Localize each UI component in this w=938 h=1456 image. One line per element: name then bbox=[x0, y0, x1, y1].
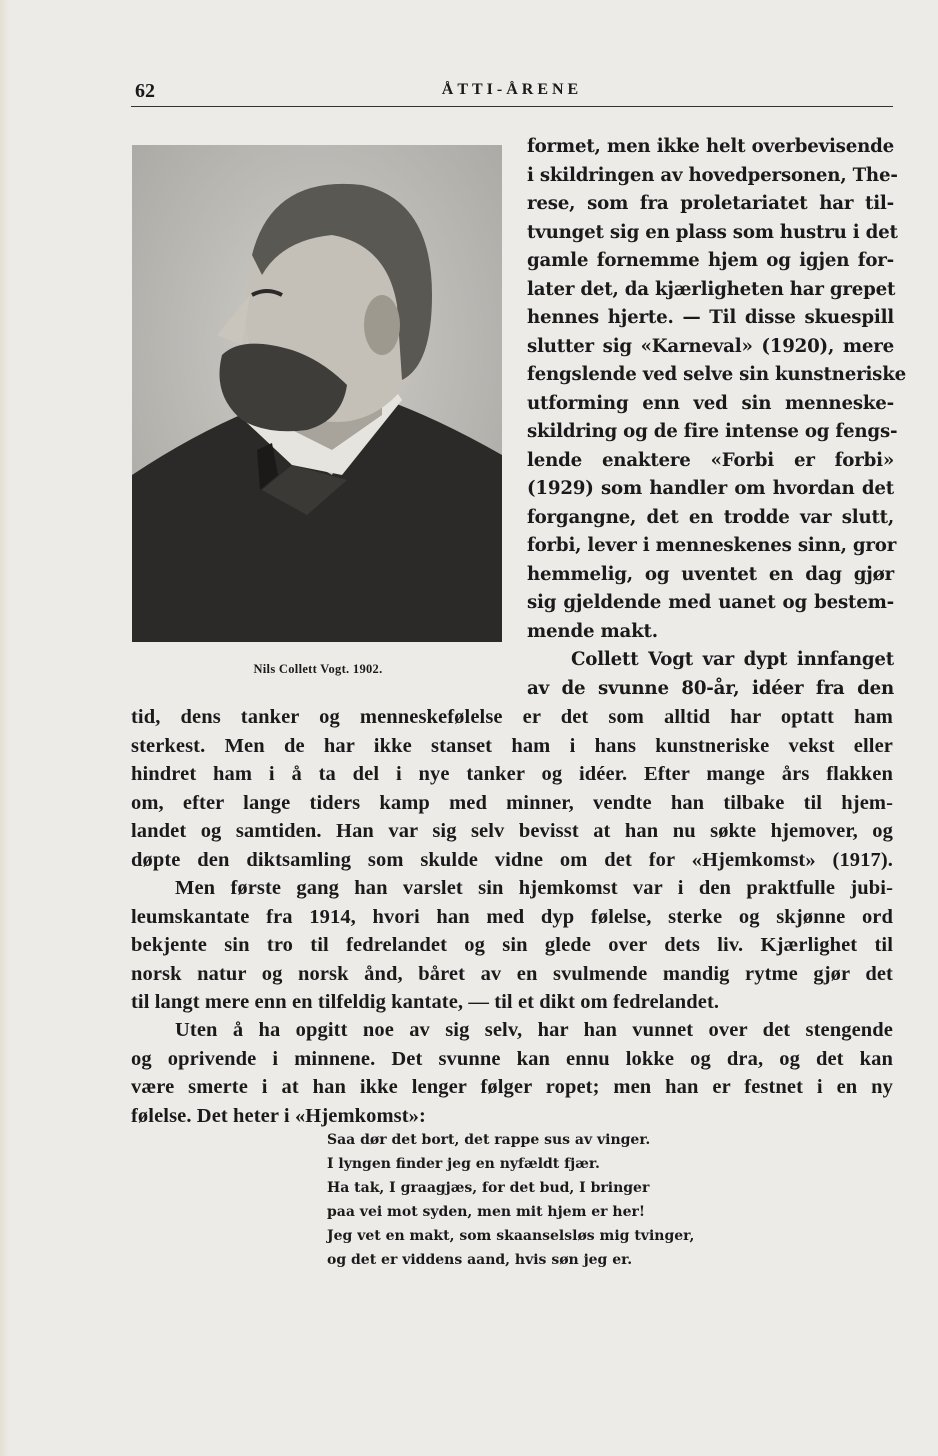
text-line: være smerte i at han ikke lenger følger ropet; men han er festnet i en ny bbox=[131, 1076, 893, 1098]
text-line: mende makt. bbox=[527, 620, 658, 642]
poem-quote bbox=[327, 1128, 694, 1272]
running-title: ÅTTI-ÅRENE bbox=[441, 81, 583, 98]
text-line: og oprivende i minnene. Det svunne kan ennu lokke og dra, og det kan bbox=[131, 1047, 893, 1070]
text-line: (1929) som handler om hvordan det bbox=[527, 478, 894, 499]
text-line: hennes hjerte. — Til disse skuespill bbox=[527, 307, 894, 328]
text-line: døpte den diktsamling som skulde vidne om det for «Hjemkomst» (1917). bbox=[131, 848, 893, 871]
text-line: om, efter lange tiders kamp med minner, vendte han tilbake til hjem- bbox=[131, 791, 893, 814]
text-line: tid, dens tanker og menneskefølelse er det som alltid har optatt ham bbox=[131, 706, 893, 728]
paragraph-1 bbox=[131, 703, 893, 874]
text-line: fengslende ved selve sin kunstneriske bbox=[527, 364, 906, 385]
text-line: later det, da kjærligheten har grepet bbox=[527, 278, 896, 300]
text-line: utforming enn ved sin menneske- bbox=[527, 392, 894, 414]
text-line: sig gjeldende med uanet og bestem- bbox=[527, 592, 894, 613]
page-edge bbox=[0, 0, 10, 1456]
text-line: forgangne, det en trodde var slutt, bbox=[527, 506, 894, 528]
text-line: til langt mere enn en tilfeldig kantate, — til et dikt om fedrelandet. bbox=[131, 991, 720, 1013]
text-line: skildring og de fire intense og fengs- bbox=[527, 421, 898, 442]
text-line: Uten å ha opgitt noe av sig selv, har han vunnet over det stengende bbox=[175, 1019, 893, 1041]
text-line: av de svunne 80-år, idéer fra den bbox=[527, 677, 894, 699]
text-line: norsk natur og norsk ånd, båret av en svulmende mandig rytme gjør det bbox=[131, 962, 893, 985]
portrait-photo bbox=[132, 145, 502, 642]
paragraph-2 bbox=[131, 874, 893, 1017]
poem-line: Ha tak, I graagjæs, for det bud, I bringer bbox=[327, 1180, 650, 1196]
header-rule bbox=[131, 106, 893, 107]
text-line: slutter sig «Karneval» (1920), mere bbox=[527, 335, 894, 357]
text-line: forbi, lever i menneskenes sinn, gror bbox=[527, 535, 897, 556]
poem-line: paa vei mot syden, men mit hjem er her! bbox=[327, 1204, 646, 1220]
poem-line: og det er viddens aand, hvis søn jeg er. bbox=[327, 1252, 633, 1268]
running-head bbox=[131, 76, 893, 106]
poem-line: Jeg vet en makt, som skaanselsløs mig tvinger, bbox=[327, 1228, 695, 1244]
text-line: rese, som fra proletariatet har til- bbox=[527, 193, 894, 214]
text-line: landet og samtiden. Han var sig selv bevisst at han nu søkte hjemover, og bbox=[131, 820, 893, 842]
text-line: lende enaktere «Forbi er forbi» bbox=[527, 449, 894, 471]
portrait-illustration bbox=[132, 145, 502, 642]
poem-line: Saa dør det bort, det rappe sus av vinger. bbox=[327, 1132, 651, 1148]
text-line: leumskantate fra 1914, hvori han med dyp følelse, sterke og skjønne ord bbox=[131, 905, 893, 928]
figure-caption: Nils Collett Vogt. 1902. bbox=[253, 662, 383, 676]
text-line: hemmelig, og uventet en dag gjør bbox=[527, 563, 894, 585]
page-number: 62 bbox=[135, 80, 155, 102]
text-line: i skildringen av hovedpersonen, The- bbox=[527, 164, 898, 186]
text-line: sterkest. Men de har ikke stanset ham i hans kunstneriske vekst eller bbox=[131, 734, 893, 757]
text-line: Men første gang han varslet sin hjemkomst var i den praktfulle jubi- bbox=[175, 877, 893, 899]
text-line: formet, men ikke helt overbevisende bbox=[527, 136, 894, 157]
text-line: bekjente sin tro til fedrelandet og sin glede over dets liv. Kjærlighet til bbox=[131, 934, 893, 956]
poem-line: I lyngen finder jeg en nyfældt fjær. bbox=[327, 1156, 600, 1172]
paragraph-3 bbox=[131, 1016, 893, 1130]
text-line: gamle fornemme hjem og igjen for- bbox=[527, 250, 894, 271]
right-column-text bbox=[527, 133, 906, 703]
text-line: Collett Vogt var dypt innfanget bbox=[571, 649, 894, 670]
text-line: følelse. Det heter i «Hjemkomst»: bbox=[131, 1104, 426, 1127]
text-line: hindret ham i å ta del i nye tanker og idéer. Efter mange års flakken bbox=[131, 763, 893, 785]
text-line: tvunget sig en plass som hustru i det bbox=[527, 221, 898, 243]
